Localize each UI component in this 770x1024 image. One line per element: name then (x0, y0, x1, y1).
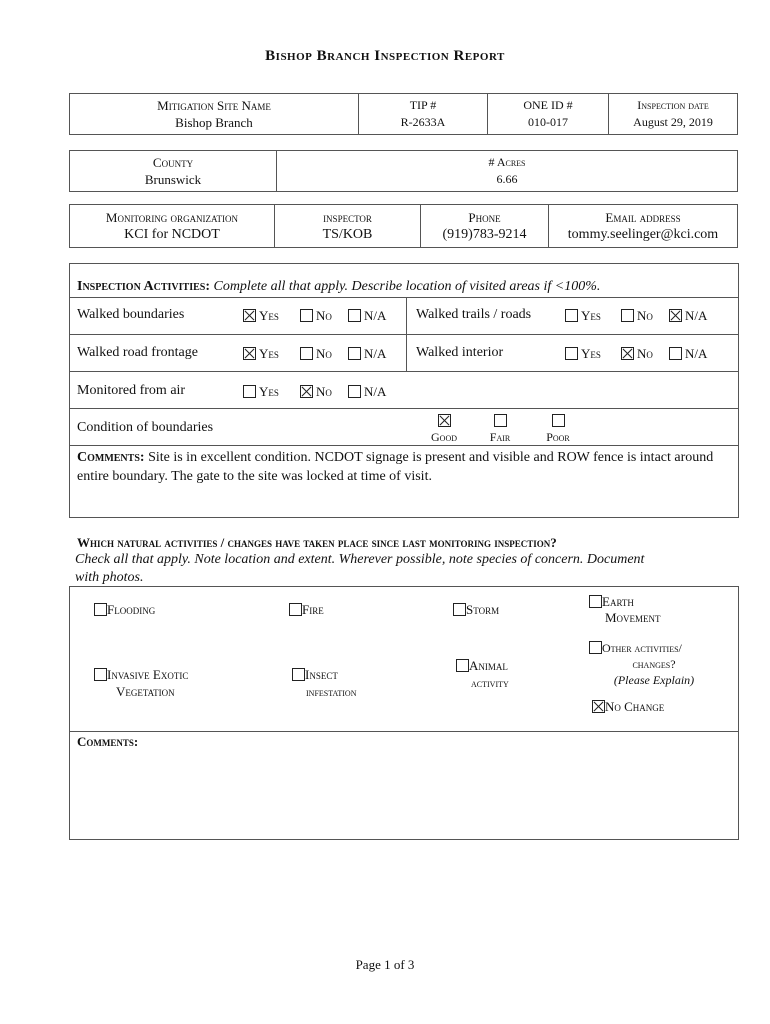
walked-boundaries-yes[interactable]: Yes (243, 308, 279, 324)
checkbox-icon[interactable] (94, 668, 107, 681)
walked-interior-yes[interactable]: Yes (565, 346, 601, 362)
site-info-table (69, 93, 738, 135)
checkbox-icon[interactable] (300, 347, 313, 360)
checked-box-icon[interactable] (669, 309, 682, 322)
condition-poor-option[interactable]: Poor (538, 412, 578, 444)
walked-interior-na[interactable]: N/A (669, 346, 707, 362)
walked-boundaries-na[interactable]: N/A (348, 308, 386, 324)
checked-box-icon[interactable] (243, 347, 256, 360)
county-label: County (152, 155, 194, 170)
checked-box-icon[interactable] (438, 414, 451, 427)
inspection-heading-line (77, 279, 600, 295)
monitored-from-air-label: Monitored from air (77, 383, 186, 398)
checkbox-icon[interactable] (456, 659, 469, 672)
checkbox-icon[interactable] (589, 595, 602, 608)
checkbox-icon[interactable] (94, 603, 107, 616)
inspection-date-value: August 29, 2019 (633, 115, 713, 129)
checkbox-icon[interactable] (292, 668, 305, 681)
condition-label: Condition of boundaries (77, 420, 214, 435)
flooding-option[interactable]: Flooding (94, 602, 155, 618)
comments-text[interactable]: Site is in excellent condition. NCDOT signage is present and visible and ROW fence is intact around entire boundary. The gate to the site was locked at time of visit. (77, 450, 714, 484)
walked-trails-no[interactable]: No (621, 308, 653, 324)
page-number: Page 1 of 3 (355, 957, 415, 972)
checkbox-icon[interactable] (565, 309, 578, 322)
walked-road-frontage-label: Walked road frontage (77, 345, 198, 360)
report-title: Bishop Branch Inspection Report (265, 48, 505, 64)
natural-heading: Which natural activities / changes have taken place since last monitoring inspection? (77, 535, 557, 550)
inspection-instructions: Complete all that apply. Describe location of visited areas if <100%. (213, 279, 601, 294)
earth-movement-option[interactable]: Earth Movement (589, 594, 661, 626)
condition-good-option[interactable]: Good (424, 412, 464, 444)
inspection-date-label: Inspection date (637, 98, 709, 112)
county-value: Brunswick (144, 172, 202, 187)
inspector-label: inspector (323, 210, 372, 225)
monitored-air-yes[interactable]: Yes (243, 384, 279, 400)
checkbox-icon[interactable] (621, 309, 634, 322)
walked-trails-label: Walked trails / roads (416, 307, 532, 322)
checkbox-icon[interactable] (552, 414, 565, 427)
checkbox-icon[interactable] (565, 347, 578, 360)
insect-option[interactable]: Insect infestation (292, 666, 356, 701)
walked-boundaries-no[interactable]: No (300, 308, 332, 324)
checked-box-icon[interactable] (621, 347, 634, 360)
no-change-option[interactable]: No Change (592, 699, 664, 715)
walked-boundaries-label: Walked boundaries (77, 307, 185, 322)
inspection-heading: Inspection Activities: (77, 279, 210, 294)
org-label: Monitoring organization (105, 210, 239, 225)
invasive-option[interactable]: Invasive Exotic Vegetation (94, 666, 188, 700)
org-value: KCI for NCDOT (124, 227, 220, 242)
email-value: tommy.seelinger@kci.com (567, 227, 719, 242)
condition-fair-option[interactable]: Fair (480, 412, 520, 444)
walked-interior-no[interactable]: No (621, 346, 653, 362)
checkbox-icon[interactable] (669, 347, 682, 360)
checkbox-icon[interactable] (348, 385, 361, 398)
inspection-comments (77, 448, 731, 486)
inspector-value: TS/KOB (322, 227, 373, 242)
one-id-label: ONE ID # (523, 98, 573, 112)
acres-value: 6.66 (496, 172, 518, 186)
walked-trails-na[interactable]: N/A (669, 308, 707, 324)
checkbox-icon[interactable] (453, 603, 466, 616)
email-label: Email address (605, 210, 681, 225)
checked-box-icon[interactable] (300, 385, 313, 398)
road-frontage-yes[interactable]: Yes (243, 346, 279, 362)
other-activities-option[interactable]: Other activities/ (589, 640, 682, 656)
checked-box-icon[interactable] (592, 700, 605, 713)
checkbox-icon[interactable] (348, 347, 361, 360)
site-name-label: Mitigation Site Name (157, 98, 271, 113)
walked-trails-yes[interactable]: Yes (565, 308, 601, 324)
monitored-air-no[interactable]: No (300, 384, 332, 400)
fire-option[interactable]: Fire (289, 602, 324, 618)
animal-option[interactable]: Animal activity (456, 657, 509, 692)
phone-value: (919)783-9214 (442, 227, 527, 242)
checkbox-icon[interactable] (494, 414, 507, 427)
walked-interior-label: Walked interior (416, 345, 504, 360)
road-frontage-no[interactable]: No (300, 346, 332, 362)
storm-option[interactable]: Storm (453, 602, 499, 618)
acres-label: # Acres (488, 155, 526, 169)
checkbox-icon[interactable] (289, 603, 302, 616)
comments-label: Comments: (77, 450, 145, 465)
road-frontage-na[interactable]: N/A (348, 346, 386, 362)
natural-instructions-1: Check all that apply. Note location and extent. Wherever possible, note species of concern. Document (75, 552, 645, 567)
natural-comments-label: Comments: (77, 734, 139, 749)
county-table (69, 150, 738, 192)
checkbox-icon[interactable] (348, 309, 361, 322)
site-name-value: Bishop Branch (175, 115, 253, 130)
other-activities-detail: changes? (Please Explain) (613, 657, 695, 687)
checked-box-icon[interactable] (243, 309, 256, 322)
tip-value: R-2633A (400, 115, 446, 129)
phone-label: Phone (468, 210, 501, 225)
checkbox-icon[interactable] (589, 641, 602, 654)
checkbox-icon[interactable] (300, 309, 313, 322)
one-id-value: 010-017 (528, 115, 568, 129)
natural-instructions-2: with photos. (75, 570, 144, 585)
monitoring-table (69, 204, 738, 248)
checkbox-icon[interactable] (243, 385, 256, 398)
monitored-air-na[interactable]: N/A (348, 384, 386, 400)
tip-label: TIP # (409, 98, 437, 112)
